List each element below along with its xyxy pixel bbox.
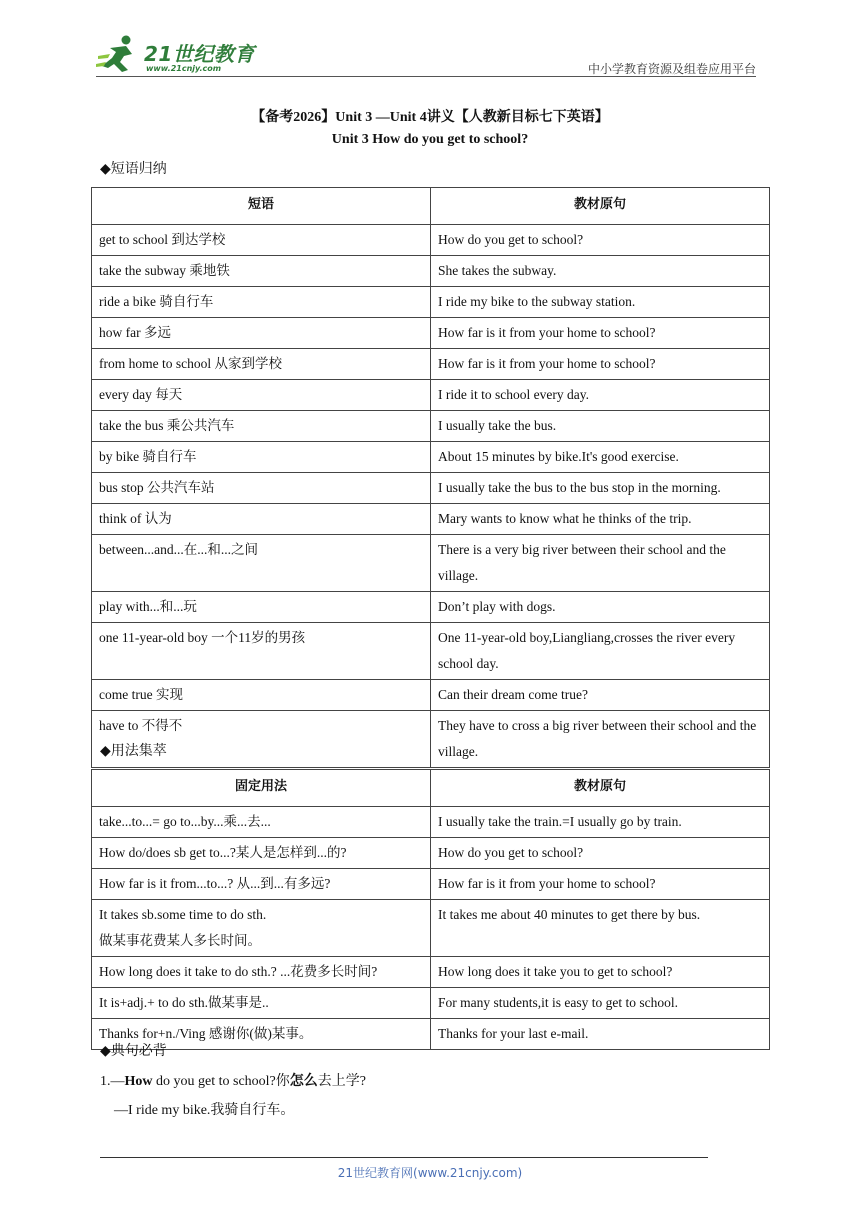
- sentence-emphasis: 怎么: [289, 1074, 318, 1089]
- example-sentence-cell: They have to cross a big river between their school and the village.: [431, 711, 770, 768]
- usages-table: [91, 769, 770, 1050]
- footer-divider: [100, 1157, 708, 1158]
- table-row: [92, 838, 770, 869]
- page-header: [96, 30, 756, 78]
- phrase-cell: by bike 骑自行车: [92, 442, 431, 473]
- phrase-cell: between...and...在...和...之间: [92, 535, 431, 592]
- phrase-cell: from home to school 从家到学校: [92, 349, 431, 380]
- phrase-cell: come true 实现: [92, 680, 431, 711]
- example-sentence-cell: For many students,it is easy to get to school.: [431, 988, 770, 1019]
- sentence-text: do you get to school?你: [152, 1074, 290, 1089]
- column-header: 短语: [92, 188, 431, 225]
- column-header: 教材原句: [431, 770, 770, 807]
- table-row: [92, 592, 770, 623]
- example-sentence-cell: How do you get to school?: [431, 838, 770, 869]
- example-sentence-cell: Can their dream come true?: [431, 680, 770, 711]
- logo: [96, 34, 256, 74]
- phrase-cell: every day 每天: [92, 380, 431, 411]
- phrase-cell: How do/does sb get to...?某人是怎样到...的?: [92, 838, 431, 869]
- example-sentence-cell: I usually take the bus.: [431, 411, 770, 442]
- example-sentence-cell: There is a very big river between their school and the village.: [431, 535, 770, 592]
- example-sentence-cell: How long does it take you to get to school?: [431, 957, 770, 988]
- phrase-cell: play with...和...玩: [92, 592, 431, 623]
- column-header: 教材原句: [431, 188, 770, 225]
- example-sentence-cell: She takes the subway.: [431, 256, 770, 287]
- key-sentence-1: [100, 1070, 366, 1090]
- runner-logo-icon: [96, 34, 142, 74]
- table-row: [92, 623, 770, 680]
- phrases-table: [91, 187, 770, 768]
- header-divider: [96, 76, 756, 77]
- phrase-cell: take the subway 乘地铁: [92, 256, 431, 287]
- example-sentence-cell: I ride it to school every day.: [431, 380, 770, 411]
- table-row: [92, 957, 770, 988]
- table-row: [92, 349, 770, 380]
- example-sentence-cell: It takes me about 40 minutes to get there by bus.: [431, 900, 770, 957]
- table-row: [92, 380, 770, 411]
- example-sentence-cell: How far is it from your home to school?: [431, 869, 770, 900]
- table-row: [92, 711, 770, 768]
- column-header: 固定用法: [92, 770, 431, 807]
- table-header-row: [92, 770, 770, 807]
- phrase-cell: bus stop 公共汽车站: [92, 473, 431, 504]
- table-row: [92, 225, 770, 256]
- phrase-cell: It takes sb.some time to do sth. 做某事花费某人多长时间。: [92, 900, 431, 957]
- document-title: 【备考2026】Unit 3 —Unit 4讲义【人教新目标七下英语】: [251, 110, 609, 125]
- example-sentence-cell: Don’t play with dogs.: [431, 592, 770, 623]
- table-row: [92, 988, 770, 1019]
- table-row: [92, 287, 770, 318]
- sentence-emphasis: How: [124, 1074, 153, 1089]
- table-row: [92, 504, 770, 535]
- table-row: [92, 473, 770, 504]
- example-sentence-cell: I ride my bike to the subway station.: [431, 287, 770, 318]
- section-heading-key-sentences: ◆典句必背: [100, 1043, 167, 1059]
- example-sentence-cell: I usually take the bus to the bus stop in the morning.: [431, 473, 770, 504]
- table-row: [92, 807, 770, 838]
- example-sentence-cell: About 15 minutes by bike.It's good exercise.: [431, 442, 770, 473]
- example-sentence-cell: One 11-year-old boy,Liangliang,crosses the river every school day.: [431, 623, 770, 680]
- example-sentence-cell: Thanks for your last e-mail.: [431, 1019, 770, 1050]
- logo-url: www.21cnjy.com: [146, 64, 222, 73]
- phrase-cell: have to 不得不: [92, 711, 431, 768]
- example-sentence-cell: How far is it from your home to school?: [431, 349, 770, 380]
- example-sentence-cell: I usually take the train.=I usually go by train.: [431, 807, 770, 838]
- phrase-cell: take the bus 乘公共汽车: [92, 411, 431, 442]
- table-row: [92, 256, 770, 287]
- table-row: [92, 1019, 770, 1050]
- unit-title: Unit 3 How do you get to school?: [331, 132, 529, 147]
- table-row: [92, 900, 770, 957]
- phrase-cell: How far is it from...to...? 从...到...有多远?: [92, 869, 431, 900]
- table-row: [92, 442, 770, 473]
- phrase-cell: take...to...= go to...by...乘...去...: [92, 807, 431, 838]
- section-heading-phrases: ◆短语归纳: [100, 161, 167, 177]
- table-row: [92, 411, 770, 442]
- sentence-text: 去上学?: [317, 1074, 366, 1089]
- example-sentence-cell: Mary wants to know what he thinks of the trip.: [431, 504, 770, 535]
- phrase-cell: how far 多远: [92, 318, 431, 349]
- logo-text: 21世纪教育: [144, 42, 255, 66]
- example-sentence-cell: How far is it from your home to school?: [431, 318, 770, 349]
- phrase-cell: one 11-year-old boy 一个11岁的男孩: [92, 623, 431, 680]
- table-row: [92, 318, 770, 349]
- phrase-cell: How long does it take to do sth.? ...花费多长时间?: [92, 957, 431, 988]
- footer-link[interactable]: 21世纪教育网(www.21cnjy.com): [337, 1166, 523, 1180]
- table-row: [92, 535, 770, 592]
- header-platform-name: 中小学教育资源及组卷应用平台: [587, 62, 756, 76]
- example-sentence-cell: How do you get to school?: [431, 225, 770, 256]
- table-row: [92, 869, 770, 900]
- phrase-cell: It is+adj.+ to do sth.做某事是..: [92, 988, 431, 1019]
- table-header-row: [92, 188, 770, 225]
- table-row: [92, 680, 770, 711]
- key-sentence-1-answer: —I ride my bike.我骑自行车。: [114, 1103, 295, 1118]
- phrase-cell: get to school 到达学校: [92, 225, 431, 256]
- sentence-prefix: 1.—: [100, 1074, 125, 1089]
- phrase-cell: Thanks for+n./Ving 感谢你(做)某事。: [92, 1019, 431, 1050]
- section-heading-usages: ◆用法集萃: [100, 743, 167, 759]
- phrase-cell: think of 认为: [92, 504, 431, 535]
- phrase-cell: ride a bike 骑自行车: [92, 287, 431, 318]
